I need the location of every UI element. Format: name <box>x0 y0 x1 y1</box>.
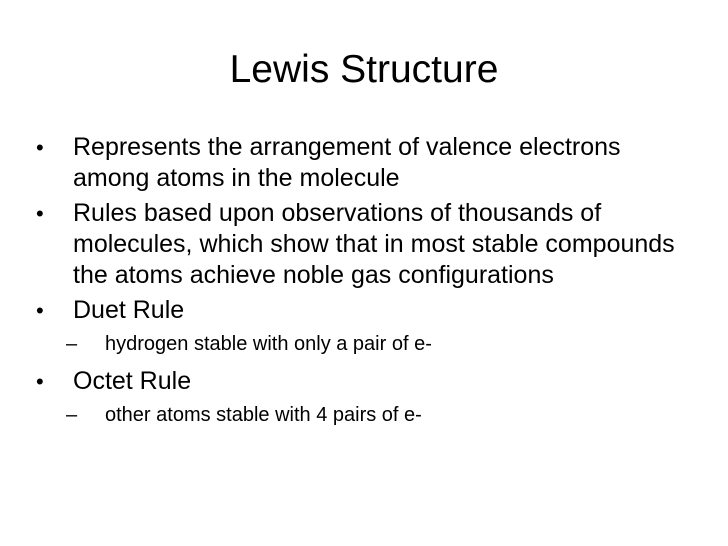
sub-bullet-item <box>36 330 686 358</box>
bullet-icon: • <box>36 298 44 323</box>
bullet-list <box>36 132 686 437</box>
bullet-item <box>36 132 686 194</box>
bullet-icon: • <box>36 369 44 394</box>
sub-bullet-text: other atoms stable with 4 pairs of e- <box>105 404 422 426</box>
dash-icon: – <box>66 333 78 355</box>
bullet-icon: • <box>36 201 44 226</box>
bullet-text: Rules based upon observations of thousands of molecules, which show that in most stable compounds the atoms achieve noble gas configurations <box>73 199 675 289</box>
sub-bullet-item <box>36 401 686 429</box>
bullet-text: Represents the arrangement of valence electrons among atoms in the molecule <box>73 133 621 192</box>
bullet-item <box>36 366 686 397</box>
bullet-item <box>36 295 686 326</box>
bullet-item <box>36 198 686 291</box>
bullet-icon: • <box>36 135 44 160</box>
sub-bullet-text: hydrogen stable with only a pair of e- <box>105 333 432 355</box>
slide-title: Lewis Structure <box>229 48 499 91</box>
dash-icon: – <box>66 404 78 426</box>
bullet-text: Duet Rule <box>73 296 185 324</box>
bullet-text: Octet Rule <box>73 367 192 395</box>
